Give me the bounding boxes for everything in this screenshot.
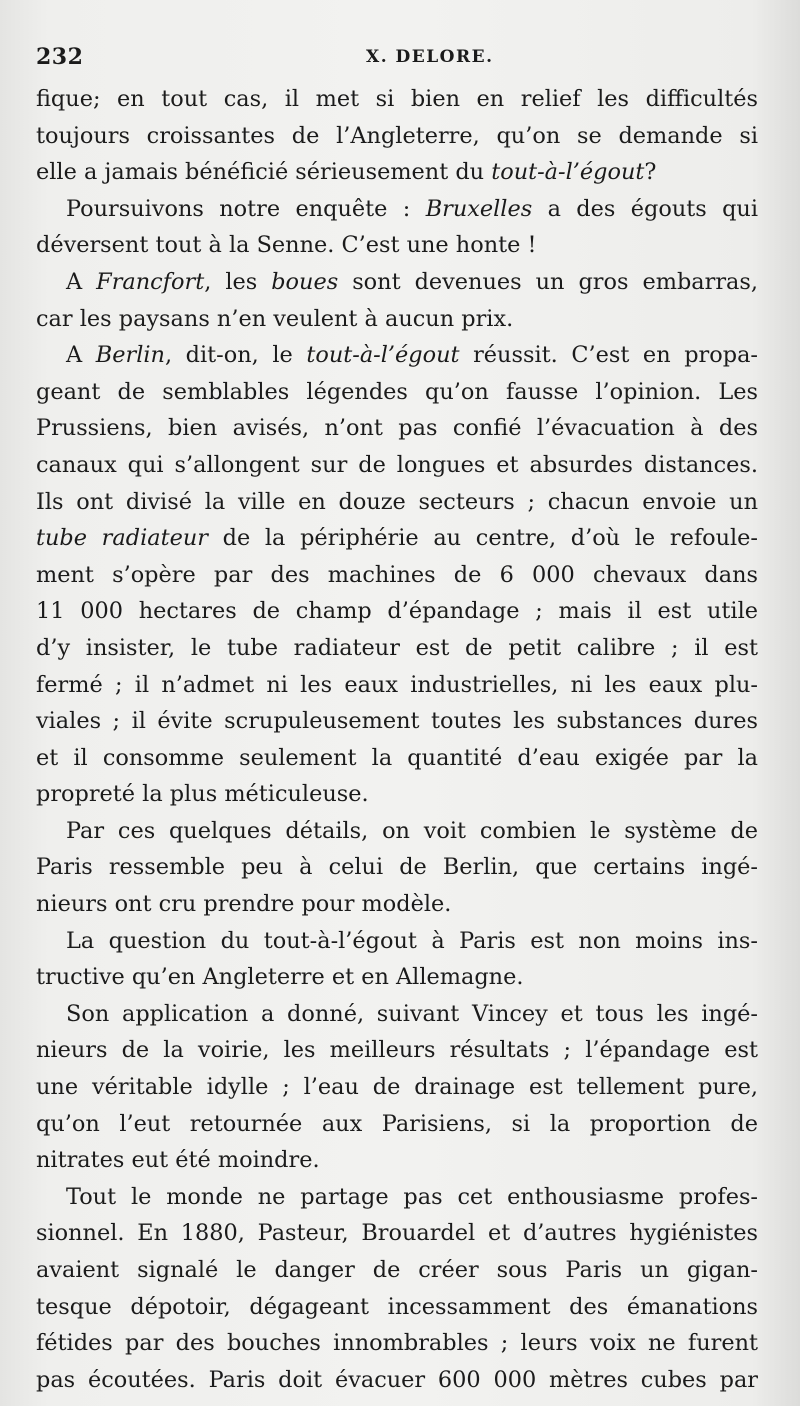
text-line	[36, 630, 758, 667]
page-number: 232	[36, 44, 84, 70]
text-line	[36, 1179, 758, 1216]
text-segment: nitrates eut été moindre.	[36, 1147, 320, 1174]
text-line	[36, 776, 758, 813]
text-line	[36, 1252, 758, 1289]
text-segment: fique; en tout cas, il met si bien en relief les difficultés	[36, 86, 758, 112]
text-line	[36, 1106, 758, 1143]
text-segment: sionnel. En 1880, Pasteur, Brouardel et d’autres hygiénistes	[36, 1220, 758, 1247]
text-line	[36, 520, 758, 557]
text-segment: Paris ressemble peu à celui de Berlin, que certains ingé-	[36, 854, 758, 881]
text-line	[36, 484, 758, 521]
text-segment: fétides par des bouches innombrables ; leurs voix ne furent	[36, 1330, 758, 1357]
text-segment: réussit. C’est en propa-	[459, 342, 758, 369]
text-line	[36, 264, 758, 301]
text-line	[36, 1069, 758, 1106]
text-segment: qu’on l’eut retournée aux Parisiens, si la proportion de	[36, 1110, 758, 1137]
text-segment: La question du tout-à-l’égout à Paris est non moins ins-	[66, 927, 758, 954]
text-segment: tructive qu’en Angleterre et en Allemagne.	[36, 964, 524, 991]
text-segment: ?	[644, 159, 657, 186]
body-text	[36, 81, 758, 1398]
text-line	[36, 301, 758, 338]
text-segment: viales ; il évite scrupuleusement toutes les substances dures	[36, 708, 758, 735]
text-segment: pas écoutées. Paris doit évacuer 600 000 mètres cubes par	[36, 1366, 758, 1393]
text-segment: toujours croissantes de l’Angleterre, qu’on se demande si	[36, 122, 758, 149]
text-line	[36, 886, 758, 923]
text-segment: déversent tout à la Senne. C’est une honte !	[36, 232, 537, 259]
text-segment: ment s’opère par des machines de 6 000 chevaux dans	[36, 561, 758, 588]
text-segment: nieurs de la voirie, les meilleurs résultats ; l’épandage est	[36, 1037, 758, 1064]
text-segment: geant de semblables légendes qu’on fausse l’opinion. Les	[36, 378, 758, 405]
text-line	[36, 959, 758, 996]
text-segment: Prussiens, bien avisés, n’ont pas confié l’évacuation à des	[36, 415, 758, 442]
text-line	[36, 667, 758, 704]
text-line	[36, 227, 758, 264]
italic-text: tube radiateur	[36, 525, 208, 552]
italic-text: tout-à-l’égout	[491, 159, 645, 186]
text-segment: , dit-on, le	[164, 342, 307, 369]
text-segment: Ils ont divisé la ville en douze secteurs ; chacun envoie un	[36, 488, 758, 515]
text-segment: nieurs ont cru prendre pour modèle.	[36, 891, 452, 918]
text-line	[36, 849, 758, 886]
italic-text: boues	[271, 268, 339, 295]
running-head: X. DELORE.	[366, 47, 494, 67]
text-line	[36, 996, 758, 1033]
text-segment: de la périphérie au centre, d’où le refoule-	[207, 525, 758, 552]
text-segment: 11 000 hectares de champ d’épandage ; mais il est utile	[36, 598, 758, 625]
text-segment: Son application a donné, suivant Vincey et tous les ingé-	[66, 1000, 758, 1027]
text-line	[36, 191, 758, 228]
text-line	[36, 81, 758, 118]
text-segment: avaient signalé le danger de créer sous Paris un gigan-	[36, 1257, 758, 1283]
text-segment: une véritable idylle ; l’eau de drainage est tellement pure,	[36, 1074, 758, 1101]
text-line	[36, 410, 758, 447]
text-line	[36, 1289, 758, 1326]
text-line	[36, 118, 758, 155]
text-segment: Par ces quelques détails, on voit combien le système de	[66, 817, 758, 844]
italic-text: Francfort	[96, 268, 205, 295]
italic-text: tout-à-l’égout	[306, 342, 460, 369]
text-segment: tesque dépotoir, dégageant incessamment des émanations	[36, 1293, 758, 1320]
text-line	[36, 1362, 758, 1399]
text-segment: Tout le monde ne partage pas cet enthousiasme profes-	[66, 1183, 758, 1210]
text-segment: a des égouts qui	[532, 195, 759, 222]
italic-text: Bruxelles	[425, 195, 533, 222]
text-line	[36, 813, 758, 850]
text-line	[36, 1215, 758, 1252]
text-segment: car les paysans n’en veulent à aucun prix.	[36, 305, 514, 332]
text-line	[36, 557, 758, 594]
text-line	[36, 337, 758, 374]
text-line	[36, 374, 758, 411]
text-line	[36, 1325, 758, 1362]
text-segment: A	[66, 342, 96, 369]
text-line	[36, 740, 758, 777]
text-segment: , les	[204, 268, 272, 295]
text-segment: elle a jamais bénéficié sérieusement du	[36, 159, 492, 186]
text-segment: Poursuivons notre enquête :	[66, 195, 426, 222]
italic-text: Berlin	[95, 342, 165, 369]
text-segment: propreté la plus méticuleuse.	[36, 781, 369, 808]
text-line	[36, 593, 758, 630]
text-segment: A	[66, 268, 97, 295]
text-line	[36, 1032, 758, 1069]
text-segment: canaux qui s’allongent sur de longues et absurdes distances.	[36, 451, 758, 478]
text-segment: fermé ; il n’admet ni les eaux industrielles, ni les eaux plu-	[36, 671, 758, 698]
text-line	[36, 154, 758, 191]
text-line	[36, 703, 758, 740]
text-segment: d’y insister, le tube radiateur est de petit calibre ; il est	[36, 634, 758, 661]
text-segment: et il consomme seulement la quantité d’eau exigée par la	[36, 744, 758, 771]
text-line	[36, 923, 758, 960]
text-line	[36, 1142, 758, 1179]
text-line	[36, 447, 758, 484]
page-header	[36, 44, 752, 78]
text-segment: sont devenues un gros embarras,	[338, 268, 758, 295]
